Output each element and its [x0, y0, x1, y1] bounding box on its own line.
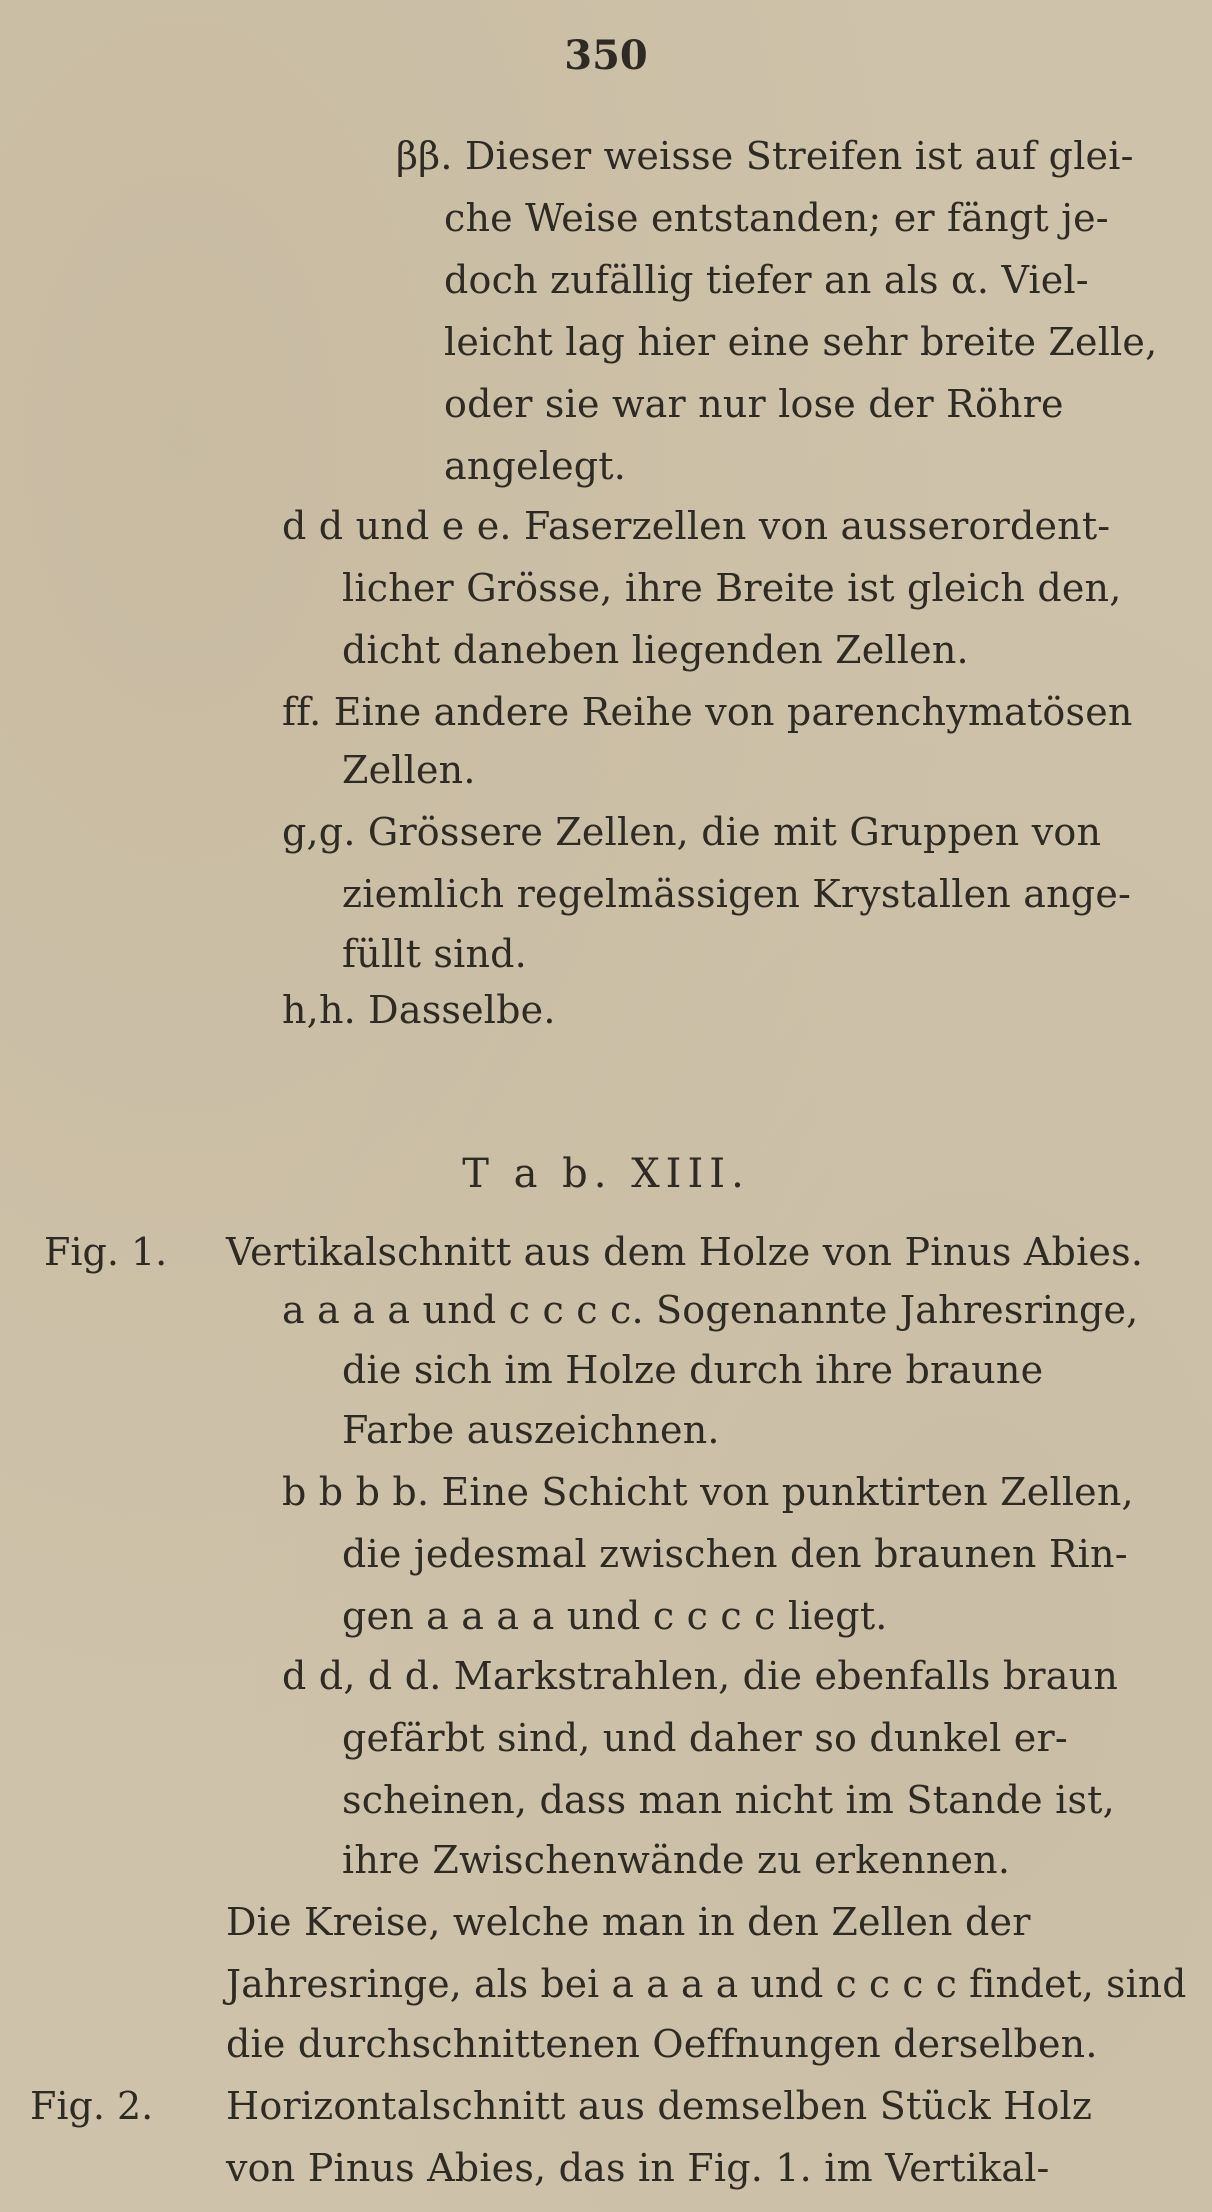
- figure-label: Fig. 1.: [44, 1230, 168, 1274]
- figure-title: Vertikalschnitt aus dem Holze von Pinus Abies.: [226, 1230, 1144, 1274]
- text-line: scheinen, dass man nicht im Stande ist,: [342, 1778, 1115, 1822]
- text-line: die sich im Holze durch ihre braune: [342, 1348, 1044, 1392]
- text-line: a a a a und c c c c. Sogenannte Jahresringe,: [282, 1288, 1139, 1332]
- text-line: che Weise entstanden; er fängt je-: [444, 196, 1109, 240]
- text-line: leicht lag hier eine sehr breite Zelle,: [444, 320, 1158, 364]
- text-line: gefärbt sind, und daher so dunkel er-: [342, 1716, 1068, 1760]
- text-line: ff. Eine andere Reihe von parenchymatösen: [282, 690, 1133, 734]
- text-line: ihre Zwischenwände zu erkennen.: [342, 1838, 1011, 1882]
- text-line: d d, d d. Markstrahlen, die ebenfalls braun: [282, 1654, 1118, 1698]
- text-line: doch zufällig tiefer an als α. Viel-: [444, 258, 1089, 302]
- text-line: oder sie war nur lose der Röhre: [444, 382, 1064, 426]
- section-heading: T a b. XIII.: [462, 1151, 750, 1197]
- text-line: dicht daneben liegenden Zellen.: [342, 628, 969, 672]
- text-line: Die Kreise, welche man in den Zellen der: [226, 1900, 1031, 1944]
- text-line: g,g. Grössere Zellen, die mit Gruppen von: [282, 810, 1102, 854]
- text-line: Horizontalschnitt aus demselben Stück Holz: [226, 2084, 1093, 2128]
- text-line: von Pinus Abies, das in Fig. 1. im Vertikal-: [226, 2146, 1050, 2190]
- text-line: licher Grösse, ihre Breite ist gleich den,: [342, 566, 1122, 610]
- text-line: d d und e e. Faserzellen von ausserordent-: [282, 504, 1111, 548]
- figure-label: Fig. 2.: [30, 2084, 154, 2128]
- text-line: angelegt.: [444, 444, 627, 488]
- text-line: gen a a a a und c c c c liegt.: [342, 1594, 888, 1638]
- text-line: ziemlich regelmässigen Krystallen ange-: [342, 872, 1132, 916]
- text-line: Farbe auszeichnen.: [342, 1408, 720, 1452]
- text-line: füllt sind.: [342, 932, 527, 976]
- text-line: Jahresringe, als bei a a a a und c c c c findet, sind: [226, 1962, 1187, 2006]
- text-line: ββ. Dieser weisse Streifen ist auf glei-: [396, 134, 1134, 178]
- text-line: die durchschnittenen Oeffnungen derselben.: [226, 2022, 1098, 2066]
- page-number: 350: [564, 32, 648, 79]
- text-line: die jedesmal zwischen den braunen Rin-: [342, 1532, 1128, 1576]
- text-line: h,h. Dasselbe.: [282, 988, 556, 1032]
- text-line: b b b b. Eine Schicht von punktirten Zellen,: [282, 1470, 1134, 1514]
- text-line: Zellen.: [342, 748, 476, 792]
